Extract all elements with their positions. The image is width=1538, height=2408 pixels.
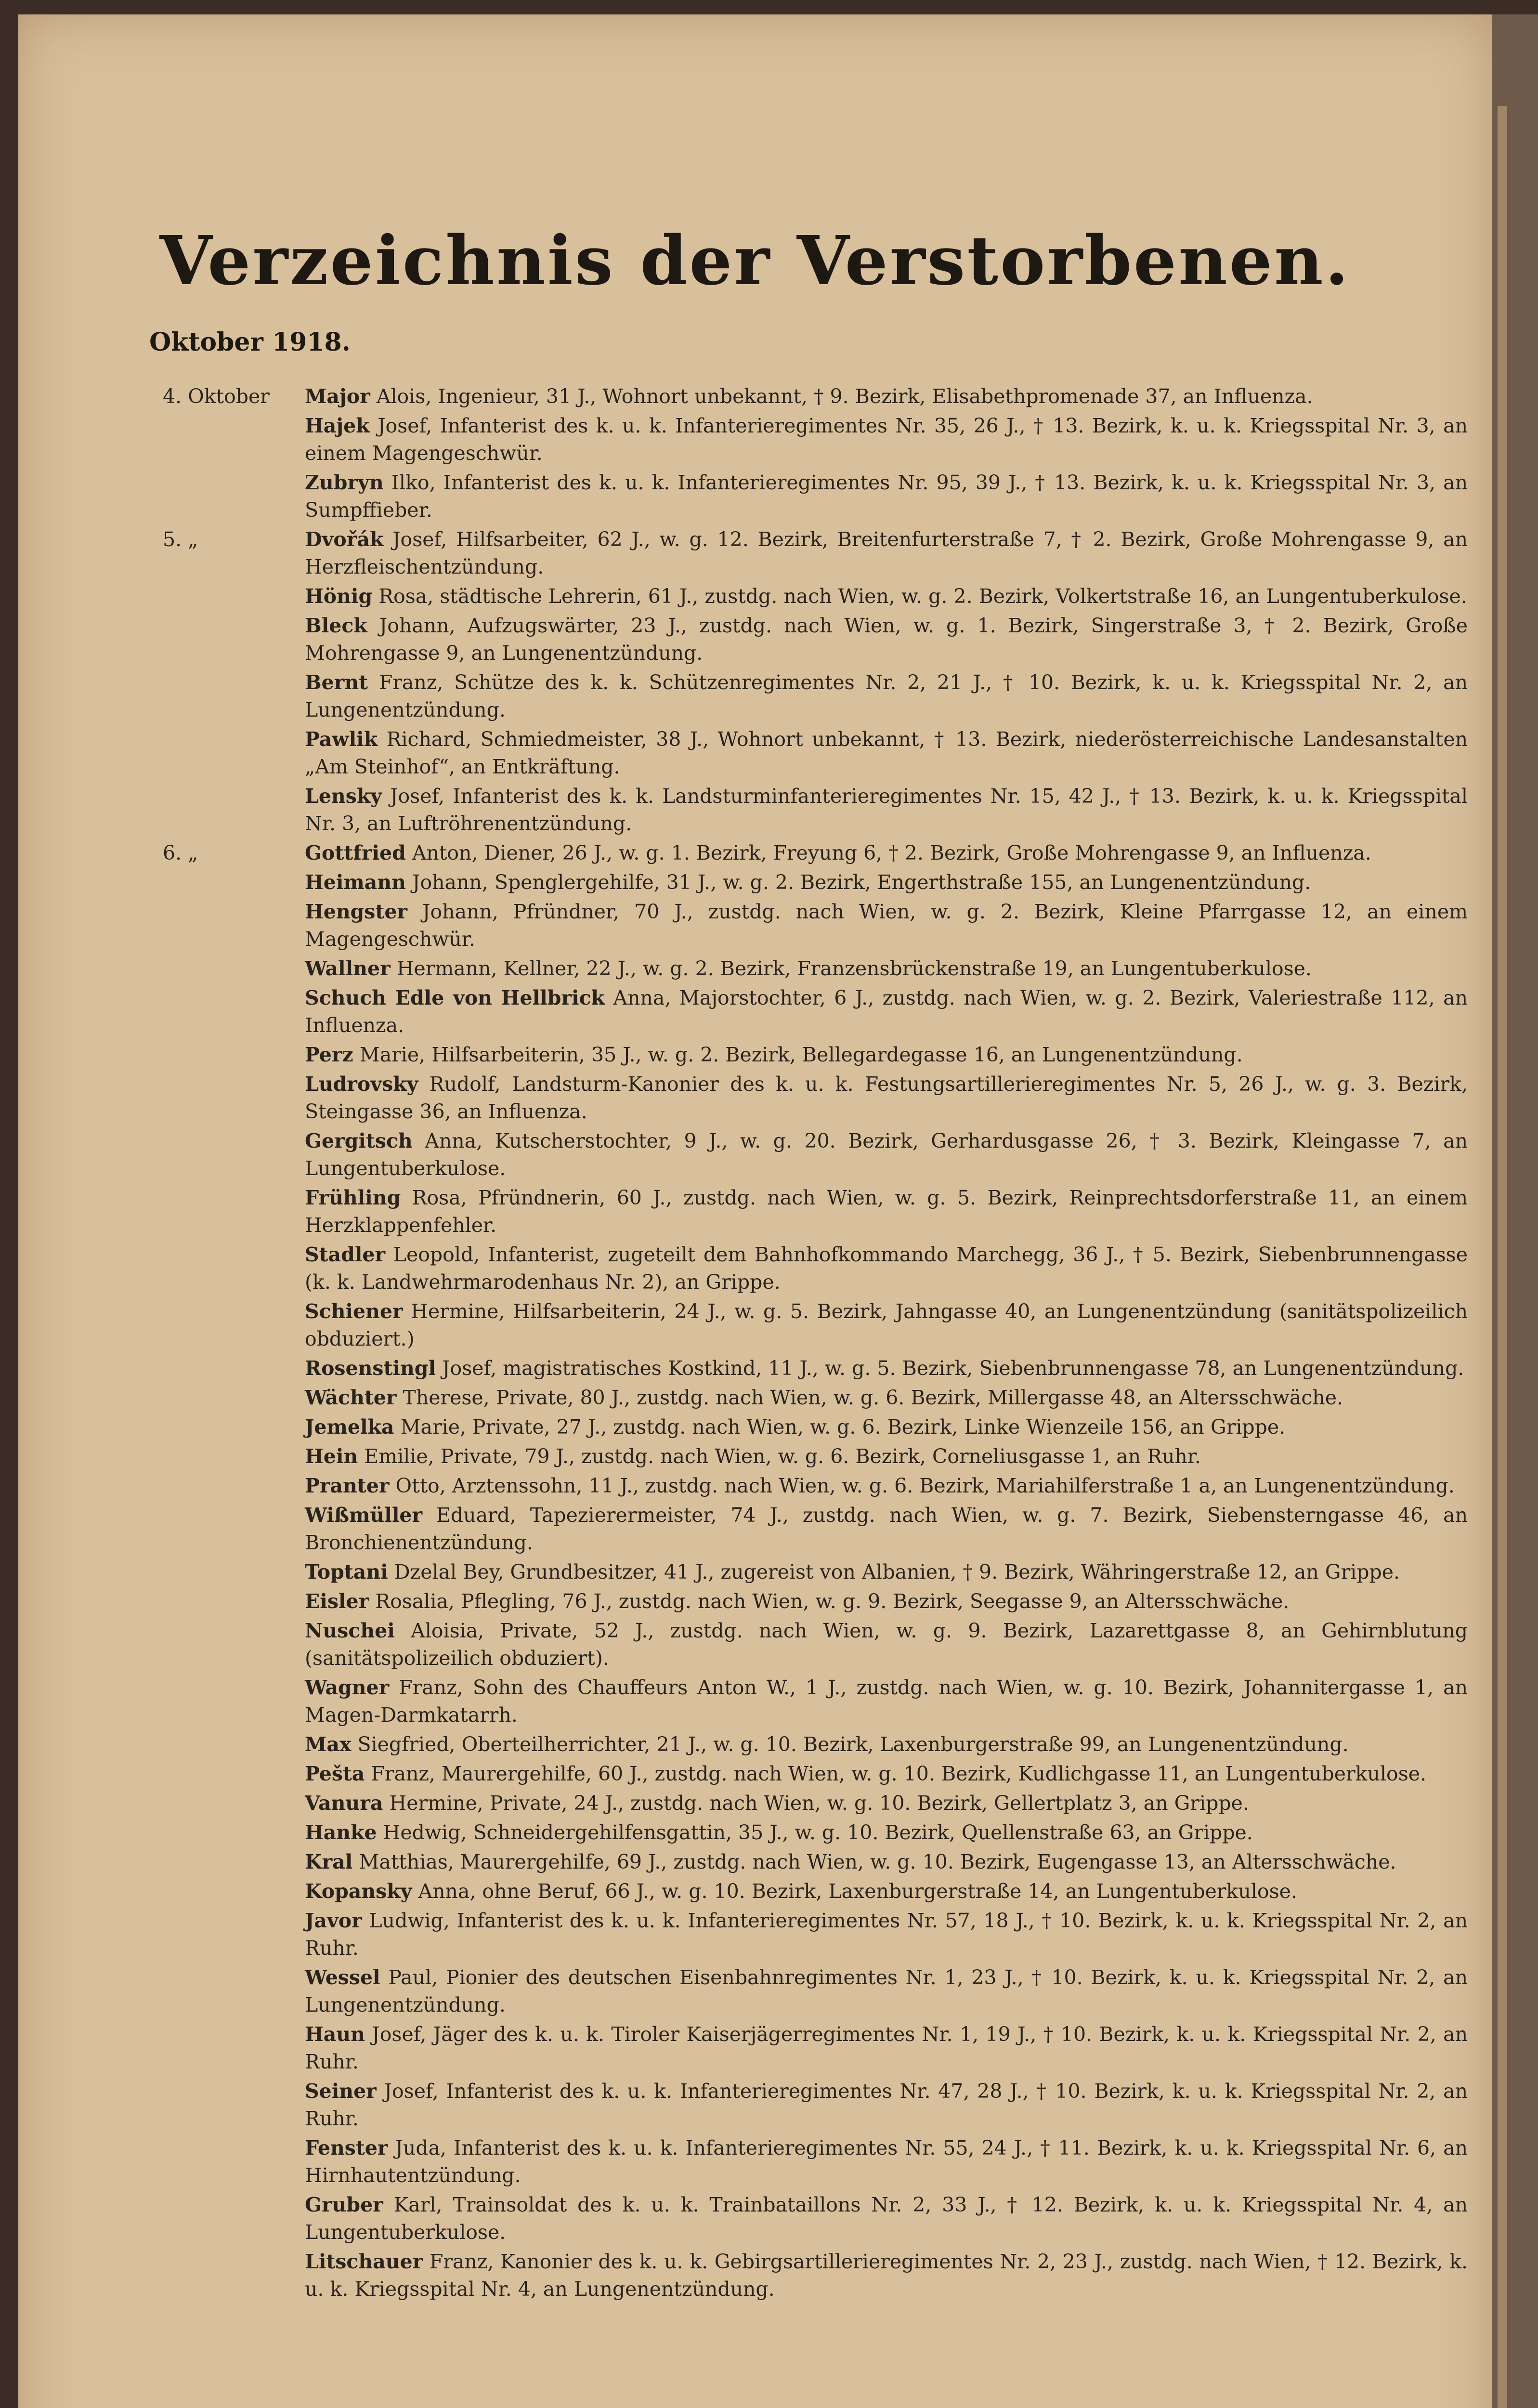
page-title: Verzeichnis der Verstorbenen. [159, 222, 1351, 301]
entry-row [163, 839, 1468, 867]
entry-row [163, 898, 1468, 953]
entry-row [163, 1241, 1468, 1296]
entry-surname: Vanura [305, 1792, 383, 1815]
entry-text [305, 1617, 1468, 1672]
entry-row [163, 726, 1468, 781]
entry-details: Franz, Kanonier des k. u. k. Gebirgsartillerieregimentes Nr. 2, 23 J., zustdg. nach Wien, † 12. Bezirk, k. u. k. Kriegsspital Nr. 4, an Lungenentzündung. [305, 2250, 1468, 2301]
entry-surname: Wißmüller [305, 1504, 423, 1527]
entry-row [163, 383, 1468, 410]
entry-text [305, 1674, 1468, 1729]
entry-text [305, 1819, 1468, 1846]
entry-details: Ilko, Infanterist des k. u. k. Infanterieregimentes Nr. 95, 39 J., † 13. Bezirk, k. u. k. Kriegsspital Nr. 3, an Sumpffieber. [305, 471, 1468, 522]
entry-surname: Hengster [305, 900, 408, 923]
entry-row [163, 1502, 1468, 1557]
entry-row [163, 526, 1468, 581]
entry-row [163, 955, 1468, 982]
entry-row [163, 1731, 1468, 1758]
entry-surname: Nuschei [305, 1619, 395, 1642]
entry-row [163, 1964, 1468, 2019]
entry-details: Josef, Hilfsarbeiter, 62 J., w. g. 12. Bezirk, Breitenfurterstraße 7, † 2. Bezirk, Große Mohrengasse 9, an Herzfleischentzündung. [305, 528, 1468, 578]
entry-text [305, 1472, 1468, 1500]
entry-surname: Ludrovsky [305, 1073, 418, 1096]
entry-date: 6. „ [163, 841, 198, 864]
entry-row [163, 984, 1468, 1039]
entry-details: Josef, Infanterist des k. u. k. Infanterieregimentes Nr. 47, 28 J., † 10. Bezirk, k. u. k. Kriegsspital Nr. 2, an Ruhr. [305, 2080, 1468, 2130]
entry-details: Karl, Trainsoldat des k. u. k. Trainbataillons Nr. 2, 33 J., † 12. Bezirk, k. u. k. Kriegsspital Nr. 4, an Lungentuberkulose. [305, 2193, 1468, 2244]
entry-row [163, 1878, 1468, 1905]
entry-details: Rosalia, Pflegling, 76 J., zustdg. nach Wien, w. g. 9. Bezirk, Seegasse 9, an Altersschwäche. [375, 1590, 1290, 1613]
document-page [18, 14, 1492, 2408]
entry-text [305, 1588, 1468, 1615]
entry-text [305, 1964, 1468, 2019]
entry-row [163, 469, 1468, 524]
entry-details: Hermine, Hilfsarbeiterin, 24 J., w. g. 5. Bezirk, Jahngasse 40, an Lungenentzündung (sanitätspolizeilich obduziert.) [305, 1300, 1468, 1350]
entry-row [163, 583, 1468, 610]
entry-details: Alois, Ingenieur, 31 J., Wohnort unbekannt, † 9. Bezirk, Elisabethpromenade 37, an Influenza. [376, 385, 1313, 408]
entry-text [305, 1071, 1468, 1125]
entry-surname: Kral [305, 1850, 353, 1873]
entry-text [305, 726, 1468, 781]
entry-row [163, 2134, 1468, 2189]
entry-row [163, 1413, 1468, 1441]
entry-row [163, 412, 1468, 467]
entry-text [305, 955, 1468, 982]
entry-surname: Bleck [305, 614, 367, 637]
entry-text [305, 869, 1468, 896]
entry-text [305, 469, 1468, 524]
entry-row [163, 1848, 1468, 1876]
entry-row [163, 1790, 1468, 1817]
entry-row [163, 1071, 1468, 1125]
entry-details: Johann, Spenglergehilfe, 31 J., w. g. 2. Bezirk, Engerthstraße 155, an Lungenentzündung. [412, 871, 1311, 894]
entry-surname: Frühling [305, 1186, 401, 1209]
entry-details: Anton, Diener, 26 J., w. g. 1. Bezirk, Freyung 6, † 2. Bezirk, Große Mohrengasse 9, an Influenza. [412, 841, 1371, 864]
entry-surname: Schuch Edle von Hellbrick [305, 986, 605, 1009]
entry-text [305, 1790, 1468, 1817]
entry-text [305, 1558, 1468, 1586]
entry-details: Rudolf, Landsturm-Kanonier des k. u. k. Festungsartillerieregimentes Nr. 5, 26 J., w. g. 3. Bezirk, Steingasse 36, an Influenza. [305, 1073, 1468, 1123]
entry-surname: Zubryn [305, 471, 384, 494]
entry-surname: Heimann [305, 871, 406, 894]
entry-row [163, 2021, 1468, 2076]
entry-date: 5. „ [163, 528, 198, 551]
entry-details: Rosa, Pfründnerin, 60 J., zustdg. nach Wien, w. g. 5. Bezirk, Reinprechtsdorferstraße 11, an einem Herzklappenfehler. [305, 1186, 1468, 1237]
entry-surname: Seiner [305, 2080, 377, 2103]
entry-row [163, 1819, 1468, 1846]
entry-text [305, 669, 1468, 724]
entry-details: Emilie, Private, 79 J., zustdg. nach Wien, w. g. 6. Bezirk, Corneliusgasse 1, an Ruhr. [364, 1445, 1201, 1468]
entry-text [305, 1443, 1468, 1470]
entry-details: Anna, ohne Beruf, 66 J., w. g. 10. Bezirk, Laxenburgerstraße 14, an Lungentuberkulose. [418, 1880, 1297, 1903]
entry-surname: Bernt [305, 671, 368, 694]
entry-surname: Major [305, 385, 370, 408]
entry-details: Franz, Maurergehilfe, 60 J., zustdg. nach Wien, w. g. 10. Bezirk, Kudlichgasse 11, an Lungentuberkulose. [371, 1762, 1427, 1785]
entry-row [163, 1558, 1468, 1586]
entry-surname: Wallner [305, 957, 391, 980]
entry-text [305, 2078, 1468, 2133]
entry-list [163, 383, 1468, 2305]
entry-text [305, 1731, 1468, 1758]
entry-surname: Pešta [305, 1762, 365, 1785]
entry-row [163, 1127, 1468, 1182]
entry-surname: Lensky [305, 785, 382, 808]
entry-text [305, 2248, 1468, 2303]
entry-surname: Javor [305, 1909, 362, 1932]
entry-text [305, 526, 1468, 581]
entry-details: Richard, Schmiedmeister, 38 J., Wohnort unbekannt, † 13. Bezirk, niederösterreichische Landesanstalten „Am Steinhof“, an Entkräftung. [305, 728, 1468, 778]
entry-text [305, 2134, 1468, 2189]
entry-details: Rosa, städtische Lehrerin, 61 J., zustdg. nach Wien, w. g. 2. Bezirk, Volkertstraße 16, an Lungentuberkulose. [378, 585, 1467, 608]
entry-row [163, 1355, 1468, 1382]
entry-details: Leopold, Infanterist, zugeteilt dem Bahnhofkommando Marchegg, 36 J., † 5. Bezirk, Siebenbrunnengasse (k. k. Landwehrmarodenhaus Nr. 2), an Grippe. [305, 1243, 1468, 1294]
entry-surname: Gergitsch [305, 1129, 413, 1152]
entry-row [163, 1674, 1468, 1729]
entry-surname: Hajek [305, 414, 370, 437]
page-edge-strip [1498, 106, 1507, 2408]
entry-surname: Hanke [305, 1821, 377, 1844]
entry-details: Hermann, Kellner, 22 J., w. g. 2. Bezirk, Franzensbrückenstraße 19, an Lungentuberkulose. [396, 957, 1312, 980]
entry-text [305, 1907, 1468, 1962]
entry-details: Anna, Kutscherstochter, 9 J., w. g. 20. Bezirk, Gerhardusgasse 26, † 3. Bezirk, Kleingasse 7, an Lungentuberkulose. [305, 1129, 1468, 1180]
entry-row [163, 1184, 1468, 1239]
entry-details: Josef, Infanterist des k. u. k. Infanterieregimentes Nr. 35, 26 J., † 13. Bezirk, k. u. k. Kriegsspital Nr. 3, an einem Magengeschwür. [305, 414, 1468, 465]
entry-surname: Stadler [305, 1243, 386, 1266]
entry-text [305, 2021, 1468, 2076]
entry-surname: Hein [305, 1445, 358, 1468]
entry-details: Eduard, Tapezierermeister, 74 J., zustdg. nach Wien, w. g. 7. Bezirk, Siebensterngasse 46, an Bronchienentzündung. [305, 1504, 1468, 1554]
entry-text [305, 984, 1468, 1039]
entry-details: Johann, Aufzugswärter, 23 J., zustdg. nach Wien, w. g. 1. Bezirk, Singerstraße 3, † 2. Bezirk, Große Mohrengasse 9, an Lungenentzündung. [305, 614, 1468, 665]
entry-surname: Kopansky [305, 1880, 412, 1903]
entry-details: Juda, Infanterist des k. u. k. Infanterieregimentes Nr. 55, 24 J., † 11. Bezirk, k. u. k. Kriegsspital Nr. 6, an Hirnhautentzündung. [305, 2136, 1468, 2187]
entry-details: Franz, Sohn des Chauffeurs Anton W., 1 J., zustdg. nach Wien, w. g. 10. Bezirk, Johannitergasse 1, an Magen-Darmkatarrh. [305, 1676, 1468, 1727]
entry-row [163, 612, 1468, 667]
entry-text [305, 2191, 1468, 2246]
entry-text [305, 1184, 1468, 1239]
entry-surname: Toptani [305, 1560, 388, 1584]
entry-surname: Pranter [305, 1474, 390, 1497]
entry-details: Anna, Majorstochter, 6 J., zustdg. nach Wien, w. g. 2. Bezirk, Valeriestraße 112, an Influenza. [305, 986, 1468, 1037]
entry-details: Matthias, Maurergehilfe, 69 J., zustdg. nach Wien, w. g. 10. Bezirk, Eugengasse 13, an Altersschwäche. [359, 1850, 1396, 1873]
entry-details: Marie, Hilfsarbeiterin, 35 J., w. g. 2. Bezirk, Bellegardegasse 16, an Lungenentzündung. [359, 1043, 1243, 1066]
entry-text [305, 1355, 1468, 1382]
entry-text [305, 1848, 1468, 1876]
entry-details: Josef, Jäger des k. u. k. Tiroler Kaiserjägerregimentes Nr. 1, 19 J., † 10. Bezirk, k. u. k. Kriegsspital Nr. 2, an Ruhr. [305, 2023, 1468, 2073]
entry-text [305, 1241, 1468, 1296]
entry-surname: Perz [305, 1043, 353, 1066]
entry-text [305, 1041, 1468, 1069]
entry-text [305, 1760, 1468, 1788]
entry-row [163, 869, 1468, 896]
entry-row [163, 2248, 1468, 2303]
entry-details: Ludwig, Infanterist des k. u. k. Infanterieregimentes Nr. 57, 18 J., † 10. Bezirk, k. u. k. Kriegsspital Nr. 2, an Ruhr. [305, 1909, 1468, 1960]
entry-row [163, 2191, 1468, 2246]
entry-text [305, 583, 1468, 610]
entry-details: Aloisia, Private, 52 J., zustdg. nach Wien, w. g. 9. Bezirk, Lazarettgasse 8, an Gehirnblutung (sanitätspolizeilich obduziert). [305, 1619, 1468, 1670]
entry-details: Otto, Arztenssohn, 11 J., zustdg. nach Wien, w. g. 6. Bezirk, Mariahilferstraße 1 a, an Lungenentzündung. [395, 1474, 1455, 1497]
entry-surname: Wächter [305, 1386, 397, 1409]
entry-row [163, 1298, 1468, 1353]
entry-text [305, 1413, 1468, 1441]
entry-row [163, 1041, 1468, 1069]
entry-row [163, 1588, 1468, 1615]
entry-row [163, 1443, 1468, 1470]
entry-surname: Gruber [305, 2193, 383, 2216]
entry-text [305, 898, 1468, 953]
entry-date: 4. Oktober [163, 385, 270, 408]
entry-surname: Fenster [305, 2136, 388, 2159]
entry-row [163, 1760, 1468, 1788]
entry-surname: Hönig [305, 585, 373, 608]
entry-text [305, 1878, 1468, 1905]
entry-text [305, 1384, 1468, 1412]
entry-details: Johann, Pfründner, 70 J., zustdg. nach Wien, w. g. 2. Bezirk, Kleine Pfarrgasse 12, an einem Magengeschwür. [305, 900, 1468, 951]
entry-text [305, 783, 1468, 838]
entry-details: Josef, Infanterist des k. k. Landsturminfanterieregimentes Nr. 15, 42 J., † 13. Bezirk, k. u. k. Kriegsspital Nr. 3, an Luftröhrenentzündung. [305, 785, 1468, 835]
entry-details: Hermine, Private, 24 J., zustdg. nach Wien, w. g. 10. Bezirk, Gellertplatz 3, an Grippe. [389, 1792, 1249, 1815]
entry-surname: Litschauer [305, 2250, 423, 2273]
entry-details: Josef, magistratisches Kostkind, 11 J., w. g. 5. Bezirk, Siebenbrunnengasse 78, an Lungenentzündung. [442, 1357, 1464, 1380]
entry-text [305, 612, 1468, 667]
entry-text [305, 839, 1468, 867]
entry-row [163, 1472, 1468, 1500]
entry-surname: Eisler [305, 1590, 369, 1613]
entry-surname: Pawlik [305, 728, 378, 751]
entry-details: Hedwig, Schneidergehilfensgattin, 35 J., w. g. 10. Bezirk, Quellenstraße 63, an Grippe. [383, 1821, 1253, 1844]
entry-surname: Wagner [305, 1676, 390, 1699]
entry-row [163, 1907, 1468, 1962]
entry-surname: Haun [305, 2023, 365, 2046]
entry-details: Paul, Pionier des deutschen Eisenbahnregimentes Nr. 1, 23 J., † 10. Bezirk, k. u. k. Kriegsspital Nr. 2, an Lungenentzündung. [305, 1966, 1468, 2016]
entry-text [305, 1127, 1468, 1182]
section-heading: Oktober 1918. [149, 327, 351, 357]
entry-row [163, 669, 1468, 724]
entry-details: Franz, Schütze des k. k. Schützenregimentes Nr. 2, 21 J., † 10. Bezirk, k. u. k. Kriegsspital Nr. 2, an Lungenentzündung. [305, 671, 1468, 721]
entry-text [305, 1298, 1468, 1353]
entry-details: Marie, Private, 27 J., zustdg. nach Wien, w. g. 6. Bezirk, Linke Wienzeile 156, an Grippe. [400, 1415, 1286, 1439]
entry-text [305, 412, 1468, 467]
entry-details: Siegfried, Oberteilherrichter, 21 J., w. g. 10. Bezirk, Laxenburgerstraße 99, an Lungenentzündung. [357, 1733, 1349, 1756]
entry-row [163, 783, 1468, 838]
entry-text [305, 383, 1468, 410]
entry-row [163, 1617, 1468, 1672]
entry-surname: Rosenstingl [305, 1357, 436, 1380]
entry-text [305, 1502, 1468, 1557]
entry-surname: Schiener [305, 1300, 403, 1323]
entry-row [163, 1384, 1468, 1412]
entry-surname: Jemelka [305, 1415, 394, 1439]
entry-details: Therese, Private, 80 J., zustdg. nach Wien, w. g. 6. Bezirk, Millergasse 48, an Altersschwäche. [403, 1386, 1343, 1409]
entry-surname: Wessel [305, 1966, 380, 1989]
entry-row [163, 2078, 1468, 2133]
entry-surname: Dvořák [305, 528, 384, 551]
entry-surname: Gottfried [305, 841, 406, 864]
entry-details: Dzelal Bey, Grundbesitzer, 41 J., zugereist von Albanien, † 9. Bezirk, Währingerstraße 12, an Grippe. [394, 1560, 1400, 1584]
entry-surname: Max [305, 1733, 352, 1756]
